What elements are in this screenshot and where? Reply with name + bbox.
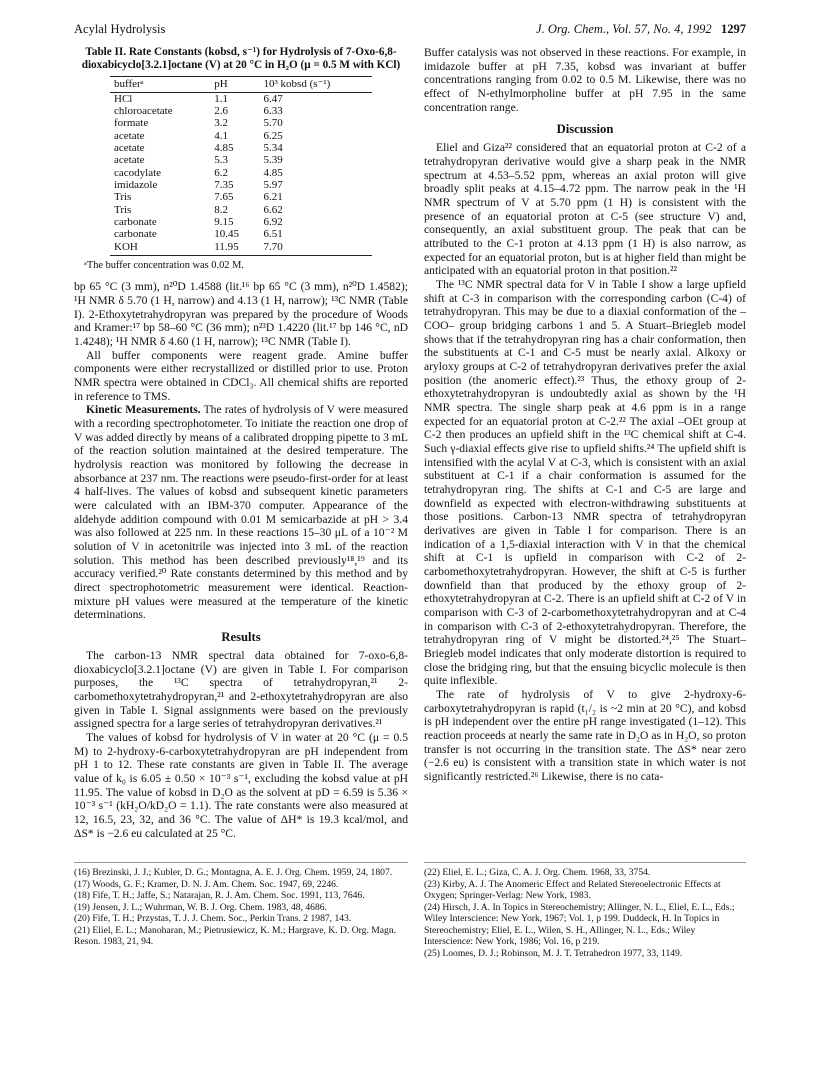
reference-item: (19) Jensen, J. L.; Wuhrman, W. B. J. Org. Chem. 1983, 48, 4686. bbox=[74, 901, 327, 913]
table-cell: 6.47 bbox=[263, 92, 283, 105]
reference-item: (24) Hirsch, J. A. In Topics in Stereochemistry; Allinger, N. L., Eliel, E. L., Eds.; Wiley Interscience: New York, 1967; Vol. 1, p 199. Duddeck, H. In Topics in Stereochemistry; Eliel, E. L., Wilen, S. H., Allinger, N. L., Eds.; Wiley Interscience: New York, 1986; Vol. 16, p 219. bbox=[424, 901, 735, 947]
references-right bbox=[424, 862, 746, 959]
table-cell: cacodylate bbox=[114, 166, 162, 179]
journal-name: J. Org. Chem., Vol. 57, No. 4, 1992 bbox=[536, 22, 712, 36]
table-cell: 7.65 bbox=[214, 191, 234, 204]
table-cell: 4.85 bbox=[263, 166, 283, 179]
section-heading: Discussion bbox=[556, 122, 614, 137]
table-cell: 5.97 bbox=[263, 179, 283, 192]
table-row bbox=[110, 204, 372, 216]
reference-item: (25) Loomes, D. J.; Robinson, M. J. T. Tetrahedron 1977, 33, 1149. bbox=[424, 947, 683, 959]
table-cell: 6.92 bbox=[263, 215, 283, 228]
table-row bbox=[110, 228, 372, 240]
table-row bbox=[110, 191, 372, 203]
journal-citation bbox=[536, 22, 746, 37]
table-row bbox=[110, 216, 372, 228]
table-cell: chloroacetate bbox=[114, 105, 173, 118]
table-cell: formate bbox=[114, 117, 149, 130]
table-cell: 10.45 bbox=[214, 228, 239, 241]
table-cell: 7.35 bbox=[214, 179, 234, 192]
table-cell: Tris bbox=[114, 203, 132, 216]
table-cell: carbonate bbox=[114, 228, 157, 241]
rate-constants-table bbox=[110, 76, 372, 256]
paragraph-text: The rates of hydrolysis of V were measured with a recording spectrophotometer. To initiate the reaction one drop of V was added directly by means of a calibrated dropping pipette to 3 mL of the reaction solution maintained at the desired temperature. The hydrolysis reaction was monitored by following the decrease in absorbance at 237 nm. The reactions were pseudo-first-order for at least 4 half-lives. The values of kobsd and subsequent kinetic parameters were calculated with an IBM-370 computer. Appearance of the aldehyde addition compound with 0.01 M semicarbazide at pH > 3.4 was also followed at 225 nm. In these reactions 15–30 μL of a 10⁻² M solution of V in acetonitrile was injected into 3 mL of the reaction solution. This method has been described previously¹⁸,¹⁹ and its accuracy verified.²⁰ Rate constants determined by this method and by direct spectrophotometric measurement were identical. Reaction-mixture pH values were measured at the temperature of the kinetic determinations. bbox=[74, 403, 408, 622]
reference-item: (18) Fife, T. H.; Jaffe, S.; Natarajan, R. J. Am. Chem. Soc. 1991, 113, 7646. bbox=[74, 890, 365, 901]
table-cell: 4.1 bbox=[214, 129, 228, 142]
table-cell: HCl bbox=[114, 92, 133, 105]
paragraph: bp 65 °C (3 mm), n²⁰D 1.4588 (lit.¹⁶ bp 65 °C (3 mm), n²⁰D 1.4582); ¹H NMR δ 5.70 (1 H, narrow) and 4.13 (1 H, narrow); ¹³C NMR (Table I). 2-Ethoxytetrahydropyran was prepared by the procedure of Woods and Kramer:¹⁷ bp 58–60 °C (36 mm); n²³D 1.4220 (lit.¹⁷ bp 146 °C, nD 1.4248); ¹H NMR δ 4.60 (1 H, narrow); ¹³C NMR (Table I). bbox=[74, 280, 408, 348]
table-cell: 4.85 bbox=[214, 142, 234, 155]
table-row bbox=[110, 105, 372, 117]
references-left bbox=[74, 862, 408, 948]
page-number: 1297 bbox=[721, 22, 746, 36]
table-cell: acetate bbox=[114, 129, 145, 142]
section-run-in-heading: Kinetic Measurements. bbox=[86, 403, 201, 417]
reference-item: (17) Woods, G. F.; Kramer, D. N. J. Am. Chem. Soc. 1947, 69, 2246. bbox=[74, 878, 339, 890]
left-column bbox=[74, 46, 408, 840]
table-caption: Table II. Rate Constants (kobsd, s⁻¹) for Hydrolysis of 7-Oxo-6,8-dioxabicyclo[3.2.1]octane (V) at 20 °C in H₂O (μ = 0.5 M with KCl) bbox=[81, 46, 401, 72]
table-row bbox=[110, 92, 372, 105]
paragraph: The values of kobsd for hydrolysis of V in water at 20 °C (μ = 0.5 M) to 2-hydroxy-6-carboxytetrahydropyran are pH independent from pH 1 to 12. These rate constants are given in Table II. The average value of k₀ is 6.05 ± 0.50 × 10⁻³ s⁻¹, excluding the kobsd value at pH 11.95. The value of kobsd in D₂O as the solvent at pD = 6.59 is 5.36 × 10⁻³ s⁻¹ (kH₂O/kD₂O = 1.1). The rate constants were also measured at 12, 16.5, 23, 32, and 36 °C. The value of ΔH* is 19.3 kcal/mol, and ΔS* is −2.6 eu calculated at 25 °C. bbox=[74, 730, 408, 840]
table-row bbox=[110, 154, 372, 166]
paragraph bbox=[74, 403, 408, 622]
table-cell: 9.15 bbox=[214, 215, 234, 228]
table-cell: carbonate bbox=[114, 215, 157, 228]
table-header: 10³ kobsd (s⁻¹) bbox=[259, 76, 372, 92]
table-cell: 6.25 bbox=[263, 129, 283, 142]
paragraph: The ¹³C NMR spectral data for V in Table I show a large upfield shift at C-3 in comparison with the corresponding carbon (C-4) of tetrahydropyran. This may be due to a diaxial conformation of the –COO– group bridging carbons 1 and 5. A Stuart–Briegleb model shows that if the tetrahydropyran ring has a chair conformation, then the substituents at C-1 and C-5 must be nearly axial. Alkoxy or aryloxy groups at C-2 of tetrahydropyran derivatives prefer the axial position (the anomeric effect).²³ Thus, the ethoxy group of 2-ethoxytetrahydropyran is undoubtedly axial as shown by the ¹H NMR spectra. The single sharp peak at 4.6 ppm is in a range expected for an equatorial proton at C-2.²² The axial –OEt group at C-2 then produces an upfield shift in the ¹³C chemical shift at C-4. Such γ-diaxial effects give rise to upfield shifts.²⁴ The upfield shift is intensified with the acylal V at C-3, which is consistent with an axial substituent at C-1 if a chair conformation is assumed for the tetrahydropyran ring. The shifts at C-1 and C-5 are large and downfield as expected with electron-withdrawing substituents at those positions. Carbon-13 NMR spectra of tetrahydropyran derivatives are given in Table I for comparison. There is an indication of a 1,5-diaxial interaction with V in that the chemical shift at C-1 is upfield in comparison with C-2 of 2-carbomethoxytetrahydropyran. However, the shift at C-5 is further downfield than that produced by the ethoxy group of 2-ethoxytetrahydropyran at C-2. There is an upfield shift at C-2 of V in comparison with C-3 of 2-carbomethoxytetrahydropyran and at C-4 in comparison with C-3 of 2-ethoxytetrahydropyran. Therefore, the tetrahydropyran ring of V might be distorted.²⁴,²⁵ The Stuart–Briegleb model indicates that only moderate distortion is required to close the bridging ring, but that the ensuing bicyclic molecule is then quite inflexible. bbox=[424, 277, 746, 688]
right-column bbox=[424, 46, 746, 784]
table-cell: 11.95 bbox=[210, 241, 259, 256]
table-cell: 1.1 bbox=[214, 92, 228, 105]
table-cell: KOH bbox=[110, 241, 210, 256]
table-row bbox=[110, 142, 372, 154]
paragraph: Eliel and Giza²² considered that an equatorial proton at C-2 of a tetrahydropyran derivative would give a sharp peak in the NMR spectrum at 4.53–5.52 ppm, whereas an axial proton will give broadly split peaks at 4.15–4.72 ppm. The narrow peak in the ¹H NMR spectrum of V at 5.70 ppm (1 H) is consistent with the presence of an equatorial proton at C-5 (see structure V) and, consequently, an axial substituent group. The peak that can be attributed to the C-1 proton at 4.13 ppm (1 H) is also narrow, as expected for an equatorial proton, but is at higher field than might be anticipated with an equatorial proton in that position.²² bbox=[424, 141, 746, 278]
table-cell: 6.21 bbox=[263, 191, 283, 204]
paragraph: All buffer components were reagent grade. Amine buffer components were either recrystallized or distilled prior to use. Proton NMR spectra were obtained in CDCl₃. All chemical shifts are reported in reference to TMS. bbox=[74, 348, 408, 403]
table-cell: Tris bbox=[114, 191, 132, 204]
table-cell: 6.33 bbox=[263, 105, 283, 118]
paragraph: The rate of hydrolysis of V to give 2-hydroxy-6-carboxytetrahydropyran is rapid (t₁/₂ is ~2 min at 20 °C), and kobsd is pH independent over the entire pH range investigated (1–12). This reaction proceeds at nearly the same rate in D₂O as in H₂O, so proton transfer is not occurring in the transition state. The ΔS* near zero (−2.6 eu) is consistent with a transition state in which water is not significantly restricted.²⁶ Likewise, there is no cata- bbox=[424, 688, 746, 784]
section-heading: Results bbox=[221, 629, 261, 644]
table-header-row bbox=[110, 76, 372, 92]
table-cell: 2.6 bbox=[214, 105, 228, 118]
table-cell: 6.51 bbox=[263, 228, 283, 241]
table-cell: 3.2 bbox=[214, 117, 228, 130]
table-cell: acetate bbox=[114, 154, 145, 167]
paragraph: The carbon-13 NMR spectral data obtained for 7-oxo-6,8-dioxabicyclo[3.2.1]octane (V) are given in Table I. For comparison purposes, the ¹³C spectra of tetrahydropyran,²¹ 2-carbomethoxytetrahydropyran,²¹ and 2-ethoxytetrahydropyran are also given in Table I. Signal assignments were based on the previously assigned spectra for a large series of tetrahydropyran derivatives.²¹ bbox=[74, 648, 408, 731]
paragraph: Buffer catalysis was not observed in these reactions. For example, in imidazole buffer at pH 7.35, kobsd was invariant at buffer concentrations ranging from 0.02 to 0.5 M. Likewise, there was no effect of N-ethylmorpholine buffer at pH 7.95 in the same concentration range. bbox=[424, 46, 746, 114]
table-cell: 8.2 bbox=[214, 203, 228, 216]
table-cell: 5.3 bbox=[214, 154, 228, 167]
table-cell: 5.34 bbox=[263, 142, 283, 155]
table-cell: 5.39 bbox=[263, 154, 283, 167]
table-row bbox=[110, 167, 372, 179]
table-cell: 7.70 bbox=[259, 241, 372, 256]
table-cell: 6.62 bbox=[263, 203, 283, 216]
reference-item: (23) Kirby, A. J. The Anomeric Effect and Related Stereoelectronic Effects at Oxygen; Springer-Verlag: New York, 1983. bbox=[424, 878, 721, 901]
reference-item: (20) Fife, T. H.; Przystas, T. J. J. Chem. Soc., Perkin Trans. 2 1987, 143. bbox=[74, 913, 352, 924]
table-cell: acetate bbox=[114, 142, 145, 155]
reference-item: (21) Eliel, E. L.; Manoharan, M.; Pietrusiewicz, K. M.; Hargrave, K. D. Org. Magn. Reson. 1983, 21, 94. bbox=[74, 924, 397, 947]
table-footnote: ᵃThe buffer concentration was 0.02 M. bbox=[84, 259, 244, 271]
reference-item: (16) Brezinski, J. J.; Kubler, D. G.; Montagna, A. E. J. Org. Chem. 1959, 24, 1807. bbox=[74, 867, 393, 878]
running-head: Acylal Hydrolysis bbox=[74, 22, 166, 36]
page-header bbox=[74, 22, 746, 40]
table-header: pH bbox=[210, 76, 259, 92]
table-cell: 6.2 bbox=[214, 166, 228, 179]
table-row bbox=[110, 241, 372, 256]
reference-item: (22) Eliel, E. L.; Giza, C. A. J. Org. Chem. 1968, 33, 3754. bbox=[424, 867, 651, 878]
table-cell: imidazole bbox=[114, 179, 158, 192]
table-row bbox=[110, 117, 372, 129]
table-cell: 5.70 bbox=[263, 117, 283, 130]
table-row bbox=[110, 179, 372, 191]
table-header: bufferᵃ bbox=[110, 76, 210, 92]
table-row bbox=[110, 130, 372, 142]
